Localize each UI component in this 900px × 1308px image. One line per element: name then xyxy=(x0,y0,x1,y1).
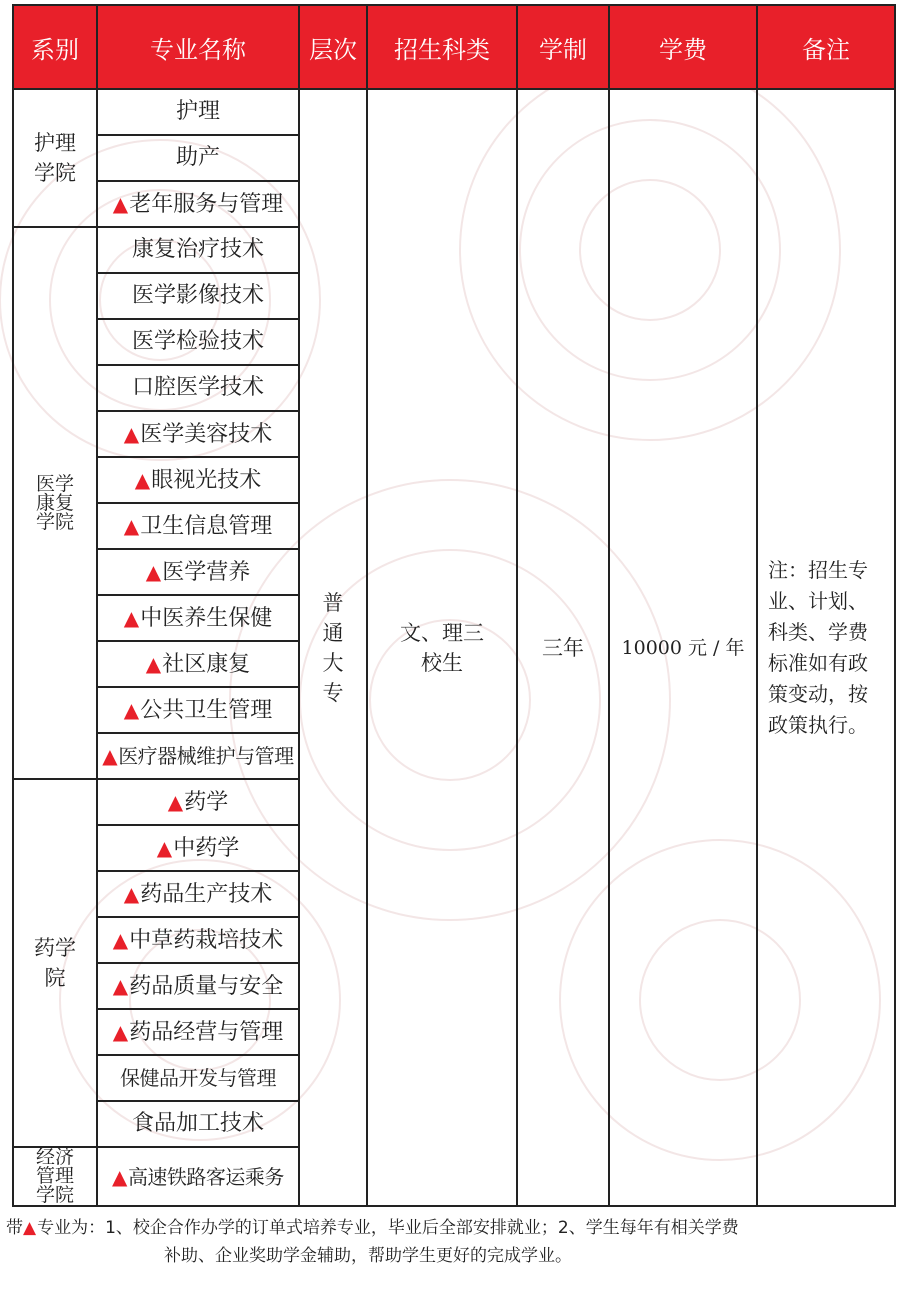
major-cell xyxy=(97,1101,299,1147)
major-name: 药学 xyxy=(184,789,229,815)
major-cell xyxy=(97,1055,299,1101)
major-name: 中药学 xyxy=(173,835,240,861)
triangle-marker-icon: ▲ xyxy=(167,789,184,814)
major-name: 康复治疗技术 xyxy=(131,237,264,262)
department-cell xyxy=(13,1147,97,1206)
major-cell xyxy=(97,963,299,1009)
triangle-marker-icon: ▲ xyxy=(23,1218,37,1238)
footnote xyxy=(0,1214,900,1270)
header-department: 系别 xyxy=(13,5,97,89)
major-name: 保健品开发与管理 xyxy=(120,1066,276,1090)
major-name: 医学美容技术 xyxy=(140,421,273,447)
major-name: 中医养生保健 xyxy=(140,605,273,631)
footnote-text-1: 专业为：1、校企合作办学的订单式培养专业，毕业后全部安排就业；2、学生每年有相关学费 xyxy=(37,1218,739,1238)
major-cell xyxy=(97,411,299,457)
department-name: 医学康复学院 xyxy=(35,472,74,533)
major-cell xyxy=(97,779,299,825)
remark-cell: 注：招生专业、计划、科类、学费标准如有政策变动，按政策执行。 xyxy=(757,89,895,1206)
level-cell xyxy=(299,89,367,1206)
duration-cell xyxy=(517,89,609,1206)
department-cell xyxy=(13,89,97,227)
footnote-line-1 xyxy=(0,1214,900,1242)
footnote-line-2: 补助、企业奖助学金辅助，帮助学生更好的完成学业。 xyxy=(164,1246,572,1266)
major-cell xyxy=(97,549,299,595)
major-cell xyxy=(97,917,299,963)
major-cell xyxy=(97,595,299,641)
triangle-marker-icon: ▲ xyxy=(112,191,129,216)
major-name: 医学影像技术 xyxy=(131,283,264,308)
major-cell xyxy=(97,89,299,135)
triangle-marker-icon: ▲ xyxy=(123,605,140,630)
major-name: 卫生信息管理 xyxy=(140,513,273,539)
major-name: 高速铁路客运乘务 xyxy=(127,1164,284,1189)
table-row xyxy=(13,89,895,135)
major-cell xyxy=(97,687,299,733)
major-name: 中草药栽培技术 xyxy=(129,927,284,953)
triangle-marker-icon: ▲ xyxy=(123,881,140,906)
department-name: 经济管理学院 xyxy=(35,1146,74,1206)
major-name: 药品生产技术 xyxy=(140,881,273,907)
category-value: 文、理三校生 xyxy=(400,620,484,675)
major-cell xyxy=(97,825,299,871)
department-cell xyxy=(13,227,97,779)
major-cell xyxy=(97,273,299,319)
header-level: 层次 xyxy=(299,5,367,89)
category-cell xyxy=(367,89,517,1206)
level-value: 普通大专 xyxy=(322,590,344,705)
major-cell xyxy=(97,181,299,227)
major-name: 口腔医学技术 xyxy=(131,375,264,400)
triangle-marker-icon: ▲ xyxy=(112,1164,127,1189)
major-name: 药品质量与安全 xyxy=(129,973,284,999)
header-major-name: 专业名称 xyxy=(97,5,299,89)
footnote-prefix: 带 xyxy=(6,1218,23,1238)
major-cell xyxy=(97,135,299,181)
triangle-marker-icon: ▲ xyxy=(156,835,173,860)
duration-value: 三年 xyxy=(542,635,584,660)
department-name: 药学院 xyxy=(34,936,76,990)
triangle-marker-icon: ▲ xyxy=(145,559,162,584)
major-name: 食品加工技术 xyxy=(131,1111,264,1136)
major-cell xyxy=(97,319,299,365)
header-duration: 学制 xyxy=(517,5,609,89)
triangle-marker-icon: ▲ xyxy=(134,467,151,492)
major-cell xyxy=(97,503,299,549)
major-name: 公共卫生管理 xyxy=(140,697,273,723)
major-cell xyxy=(97,641,299,687)
major-name: 社区康复 xyxy=(162,651,251,677)
triangle-marker-icon: ▲ xyxy=(112,1019,129,1044)
major-name: 医学营养 xyxy=(162,559,251,585)
major-cell xyxy=(97,1147,299,1206)
triangle-marker-icon: ▲ xyxy=(123,421,140,446)
major-cell xyxy=(97,1009,299,1055)
triangle-marker-icon: ▲ xyxy=(102,744,118,768)
major-cell xyxy=(97,365,299,411)
major-name: 助产 xyxy=(175,145,220,170)
header-remark: 备注 xyxy=(757,5,895,89)
triangle-marker-icon: ▲ xyxy=(145,651,162,676)
triangle-marker-icon: ▲ xyxy=(112,927,129,952)
major-name: 眼视光技术 xyxy=(151,467,262,493)
admission-majors-table xyxy=(12,4,896,1207)
triangle-marker-icon: ▲ xyxy=(123,697,140,722)
major-cell xyxy=(97,871,299,917)
table-header-row xyxy=(13,5,895,89)
major-name: 老年服务与管理 xyxy=(129,191,284,217)
major-name: 护理 xyxy=(175,99,220,124)
triangle-marker-icon: ▲ xyxy=(123,513,140,538)
department-cell xyxy=(13,779,97,1147)
tuition-cell xyxy=(609,89,757,1206)
department-name: 护理学院 xyxy=(34,131,76,185)
major-name: 医疗器械维护与管理 xyxy=(118,744,294,768)
major-cell xyxy=(97,457,299,503)
header-category: 招生科类 xyxy=(367,5,517,89)
major-name: 医学检验技术 xyxy=(131,329,264,354)
major-cell xyxy=(97,227,299,273)
tuition-value: 10000 元 / 年 xyxy=(621,637,745,659)
header-tuition: 学费 xyxy=(609,5,757,89)
triangle-marker-icon: ▲ xyxy=(112,973,129,998)
major-cell xyxy=(97,733,299,779)
major-name: 药品经营与管理 xyxy=(129,1019,284,1045)
